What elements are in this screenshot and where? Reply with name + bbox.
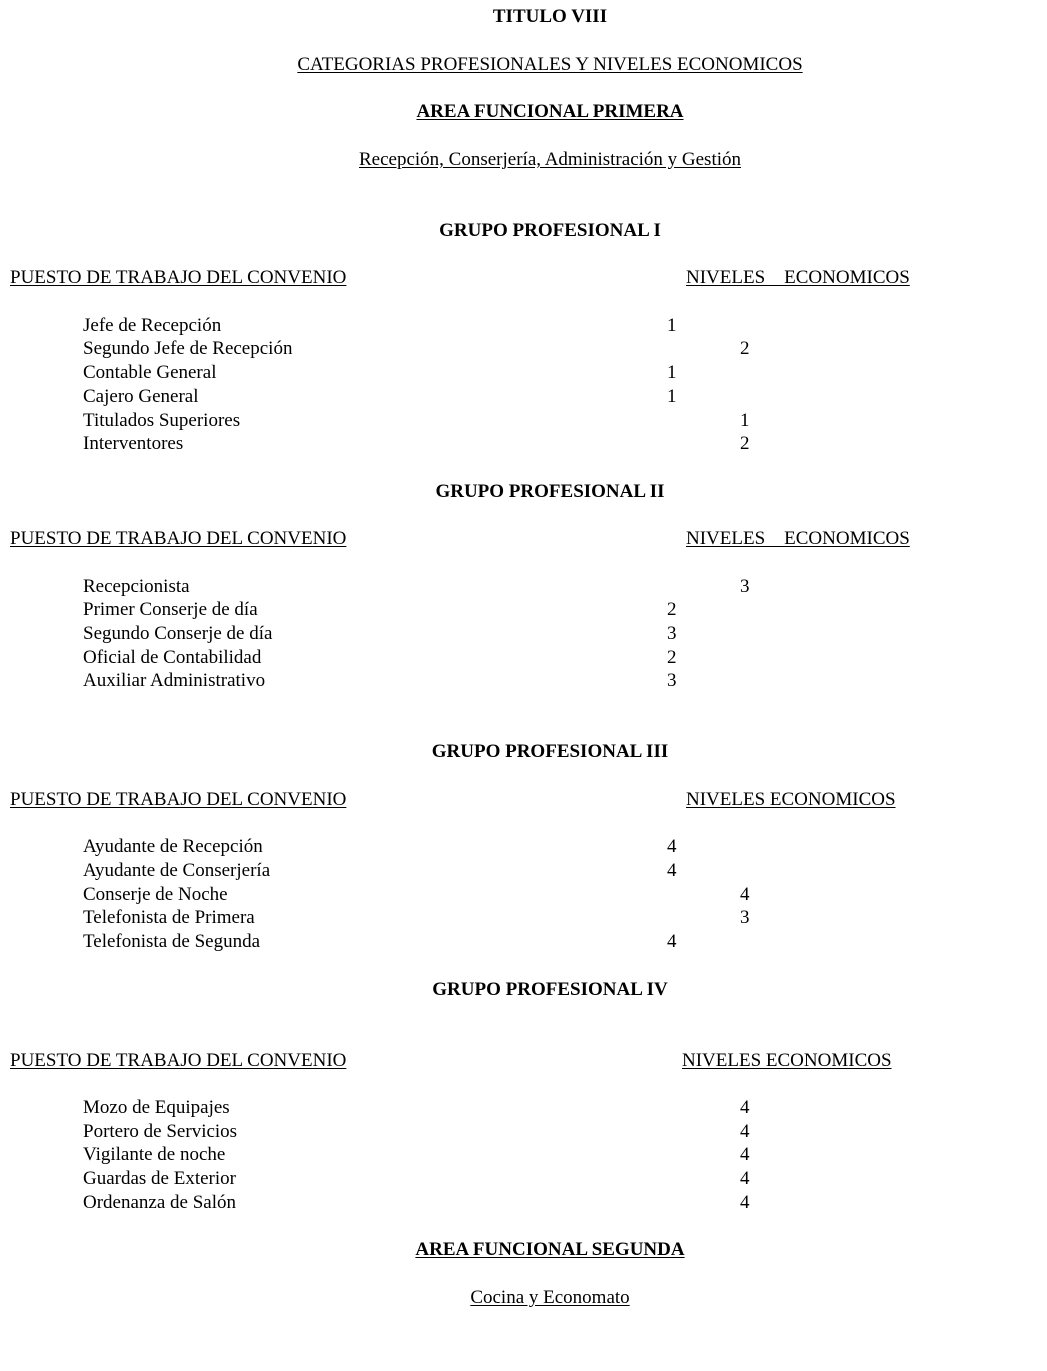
job-level: 2 xyxy=(740,338,750,359)
column-header-niveles: NIVELES ECONOMICOS xyxy=(686,789,896,810)
job-level: 1 xyxy=(667,362,677,383)
job-level: 2 xyxy=(740,433,750,454)
job-title: Telefonista de Primera xyxy=(83,907,255,928)
job-level: 1 xyxy=(667,386,677,407)
job-level: 4 xyxy=(667,860,677,881)
job-title: Segundo Jefe de Recepción xyxy=(83,338,293,359)
group-heading: GRUPO PROFESIONAL IV xyxy=(432,979,668,1000)
job-level: 4 xyxy=(740,1144,750,1165)
job-title: Interventores xyxy=(83,433,184,454)
document-subtitle: CATEGORIAS PROFESIONALES Y NIVELES ECONOMICOS xyxy=(297,54,803,75)
group-heading: GRUPO PROFESIONAL I xyxy=(439,220,661,241)
job-title: Auxiliar Administrativo xyxy=(83,670,266,691)
job-level: 4 xyxy=(740,884,750,905)
column-header-puesto: PUESTO DE TRABAJO DEL CONVENIO xyxy=(10,1050,347,1071)
job-level: 4 xyxy=(740,1097,750,1118)
job-title: Vigilante de noche xyxy=(83,1144,226,1165)
group-heading: GRUPO PROFESIONAL II xyxy=(435,481,665,502)
job-title: Jefe de Recepción xyxy=(83,315,222,336)
job-title: Oficial de Contabilidad xyxy=(83,647,262,668)
job-title: Portero de Servicios xyxy=(83,1121,238,1142)
job-title: Segundo Conserje de día xyxy=(83,623,273,644)
area-subheading-primera: Recepción, Conserjería, Administración y Gestión xyxy=(358,149,742,170)
job-title: Ordenanza de Salón xyxy=(83,1192,236,1213)
job-level: 4 xyxy=(667,836,677,857)
job-level: 3 xyxy=(667,670,677,691)
area-subheading-segunda: Cocina y Economato xyxy=(470,1287,630,1308)
job-title: Guardas de Exterior xyxy=(83,1168,236,1189)
job-level: 4 xyxy=(740,1121,750,1142)
column-header-puesto: PUESTO DE TRABAJO DEL CONVENIO xyxy=(10,267,347,288)
job-title: Recepcionista xyxy=(83,576,190,597)
column-header-niveles: NIVELES ECONOMICOS xyxy=(682,1050,892,1071)
job-level: 2 xyxy=(667,647,677,668)
job-title: Mozo de Equipajes xyxy=(83,1097,230,1118)
area-heading-segunda: AREA FUNCIONAL SEGUNDA xyxy=(415,1239,685,1260)
job-title: Conserje de Noche xyxy=(83,884,228,905)
job-level: 1 xyxy=(740,410,750,431)
job-title: Titulados Superiores xyxy=(83,410,241,431)
column-header-niveles: NIVELES ECONOMICOS xyxy=(686,528,910,549)
job-title: Contable General xyxy=(83,362,217,383)
job-level: 2 xyxy=(667,599,677,620)
area-heading-primera: AREA FUNCIONAL PRIMERA xyxy=(416,101,684,122)
job-title: Ayudante de Conserjería xyxy=(83,860,271,881)
job-level: 4 xyxy=(667,931,677,952)
job-level: 3 xyxy=(740,907,750,928)
document-title: TITULO VIII xyxy=(492,6,608,27)
group-heading: GRUPO PROFESIONAL III xyxy=(431,741,669,762)
column-header-puesto: PUESTO DE TRABAJO DEL CONVENIO xyxy=(10,528,347,549)
job-title: Primer Conserje de día xyxy=(83,599,258,620)
job-level: 1 xyxy=(667,315,677,336)
job-title: Telefonista de Segunda xyxy=(83,931,261,952)
column-header-niveles: NIVELES ECONOMICOS xyxy=(686,267,910,288)
job-title: Ayudante de Recepción xyxy=(83,836,263,857)
column-header-puesto: PUESTO DE TRABAJO DEL CONVENIO xyxy=(10,789,347,810)
job-level: 4 xyxy=(740,1168,750,1189)
job-title: Cajero General xyxy=(83,386,199,407)
job-level: 3 xyxy=(667,623,677,644)
job-level: 4 xyxy=(740,1192,750,1213)
job-level: 3 xyxy=(740,576,750,597)
